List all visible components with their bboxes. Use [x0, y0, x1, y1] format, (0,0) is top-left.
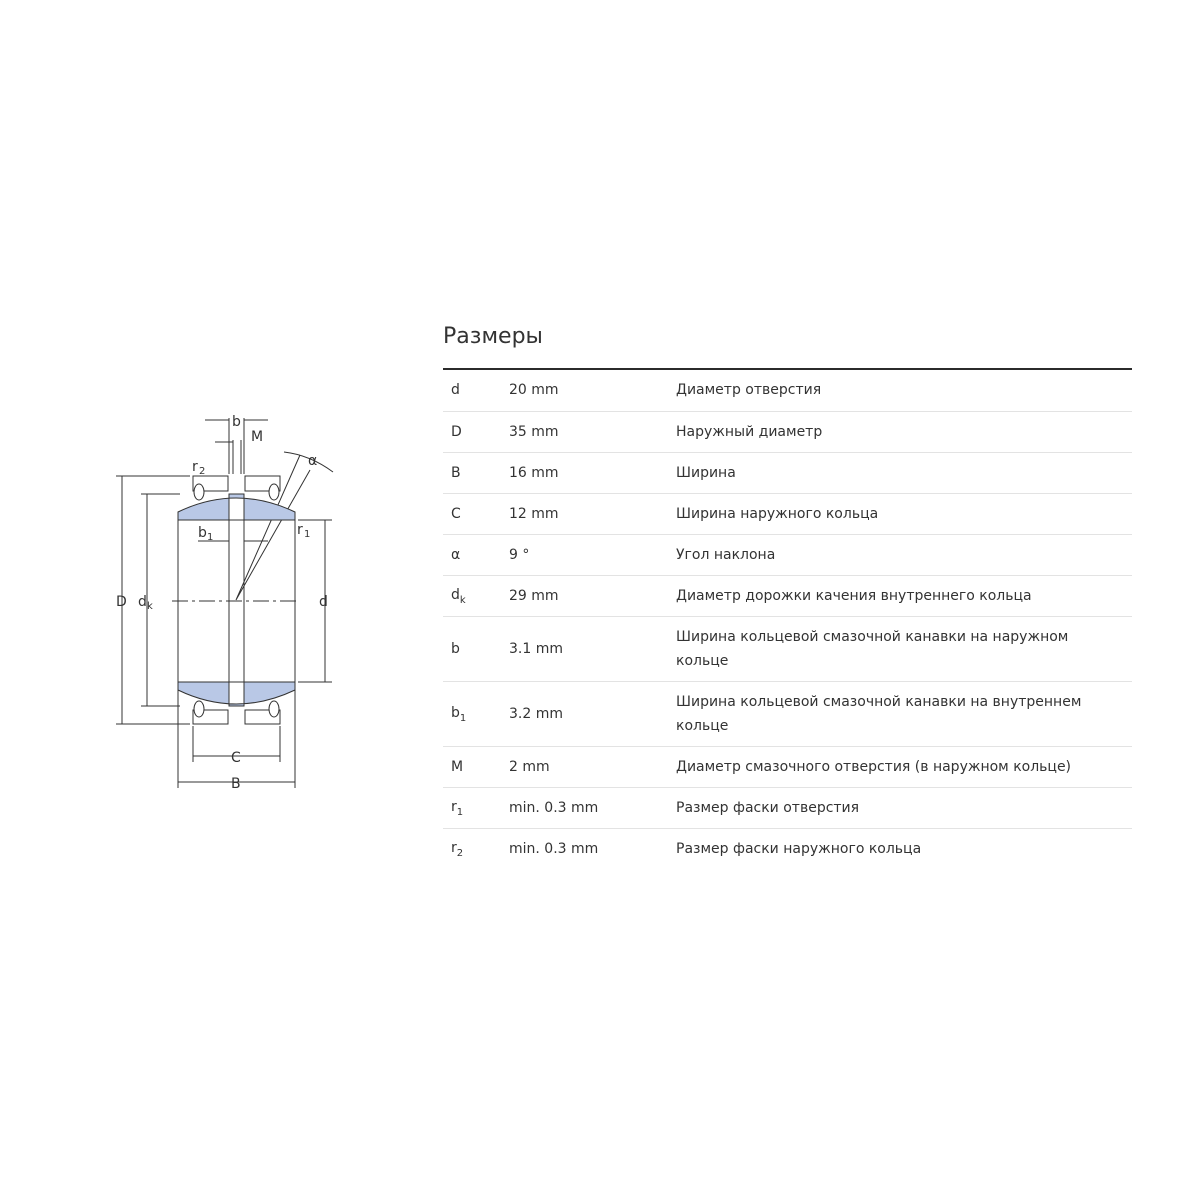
table-row — [443, 575, 1132, 616]
cell-description: Угол наклона — [676, 534, 1132, 575]
cell-description: Ширина кольцевой смазочной канавки на наружном кольце — [676, 616, 1132, 681]
symbol-text: b — [451, 640, 460, 657]
label-C: C — [231, 750, 241, 766]
label-dk: d — [138, 594, 147, 610]
cell-symbol — [443, 411, 509, 452]
symbol-text: b — [451, 704, 460, 721]
symbol-subscript: 2 — [456, 847, 464, 859]
table-row — [443, 534, 1132, 575]
bearing-drawing — [100, 400, 360, 800]
table-row — [443, 616, 1132, 681]
cell-description: Наружный диаметр — [676, 411, 1132, 452]
label-d: d — [319, 594, 328, 610]
seal-left-top — [194, 484, 204, 500]
symbol-subscript: 1 — [456, 806, 464, 818]
cell-value: 3.2 mm — [509, 681, 676, 746]
table-row — [443, 370, 1132, 411]
cell-symbol — [443, 493, 509, 534]
cell-symbol — [443, 746, 509, 787]
symbol-text: M — [451, 758, 464, 775]
panel-title: Размеры — [443, 318, 1132, 370]
cell-description: Ширина кольцевой смазочной канавки на внутреннем кольце — [676, 681, 1132, 746]
table-row — [443, 746, 1132, 787]
table-row — [443, 828, 1132, 869]
cell-description: Ширина — [676, 452, 1132, 493]
seal-right-top — [269, 484, 279, 500]
label-r1: r — [297, 522, 303, 538]
cell-description: Диаметр дорожки качения внутреннего кольца — [676, 575, 1132, 616]
label-r2: r — [192, 459, 198, 475]
cell-description: Размер фаски наружного кольца — [676, 840, 922, 857]
cell-value: 20 mm — [509, 370, 676, 411]
cell-symbol — [443, 370, 509, 411]
symbol-text: r — [451, 839, 457, 856]
symbol-text: r — [451, 798, 457, 815]
label-D: D — [116, 594, 127, 610]
label-b1-sub: 1 — [207, 532, 214, 543]
cell-symbol — [443, 534, 509, 575]
cell-symbol — [443, 828, 509, 869]
table-row — [443, 452, 1132, 493]
label-r2-sub: 2 — [199, 466, 206, 477]
table-row — [443, 411, 1132, 452]
label-M: M — [251, 429, 264, 445]
symbol-text: α — [451, 546, 461, 563]
cell-symbol — [443, 575, 509, 616]
cell-description: Диаметр отверстия — [676, 370, 1132, 411]
dim-B — [178, 684, 295, 788]
dimensions-panel — [443, 318, 1132, 869]
dimensions-table — [443, 370, 1132, 869]
cell-description: Ширина наружного кольца — [676, 493, 1132, 534]
cell-description: Размер фаски отверстия — [676, 787, 1132, 828]
seal-right-bottom — [269, 701, 279, 717]
symbol-subscript: 1 — [459, 712, 467, 724]
symbol-text: d — [451, 586, 460, 603]
label-r1-sub: 1 — [304, 529, 311, 540]
symbol-text: D — [451, 423, 462, 440]
cell-value: 3.1 mm — [509, 616, 676, 681]
label-dk-sub: k — [147, 601, 153, 612]
cell-value: 12 mm — [509, 493, 676, 534]
cell-symbol — [443, 452, 509, 493]
cell-value: min. 0.3 mm — [509, 840, 599, 857]
cell-symbol — [443, 787, 509, 828]
cell-symbol — [443, 616, 509, 681]
cell-value: 16 mm — [509, 452, 676, 493]
symbol-text: C — [451, 505, 461, 522]
seal-left-bottom — [194, 701, 204, 717]
cell-value: min. 0.3 mm — [509, 787, 676, 828]
bearing-section-diagram — [100, 400, 360, 800]
cell-description: Диаметр смазочного отверстия (в наружном кольце) — [676, 746, 1132, 787]
outer-ring-bottom — [193, 710, 280, 724]
outer-ring-top — [193, 476, 280, 491]
symbol-text: B — [451, 464, 461, 481]
table-row — [443, 493, 1132, 534]
label-b: b — [232, 414, 241, 430]
table-row — [443, 787, 1132, 828]
label-B: B — [231, 776, 241, 792]
label-alpha: α — [308, 453, 318, 469]
symbol-subscript: k — [459, 594, 466, 606]
cell-value: 29 mm — [509, 575, 676, 616]
cell-value: 9 ° — [509, 534, 676, 575]
cell-symbol — [443, 681, 509, 746]
dim-M — [215, 440, 241, 474]
cell-value: 35 mm — [509, 411, 676, 452]
symbol-text: d — [451, 382, 460, 399]
table-row — [443, 681, 1132, 746]
cell-value: 2 mm — [509, 746, 676, 787]
label-b1: b — [198, 525, 207, 541]
